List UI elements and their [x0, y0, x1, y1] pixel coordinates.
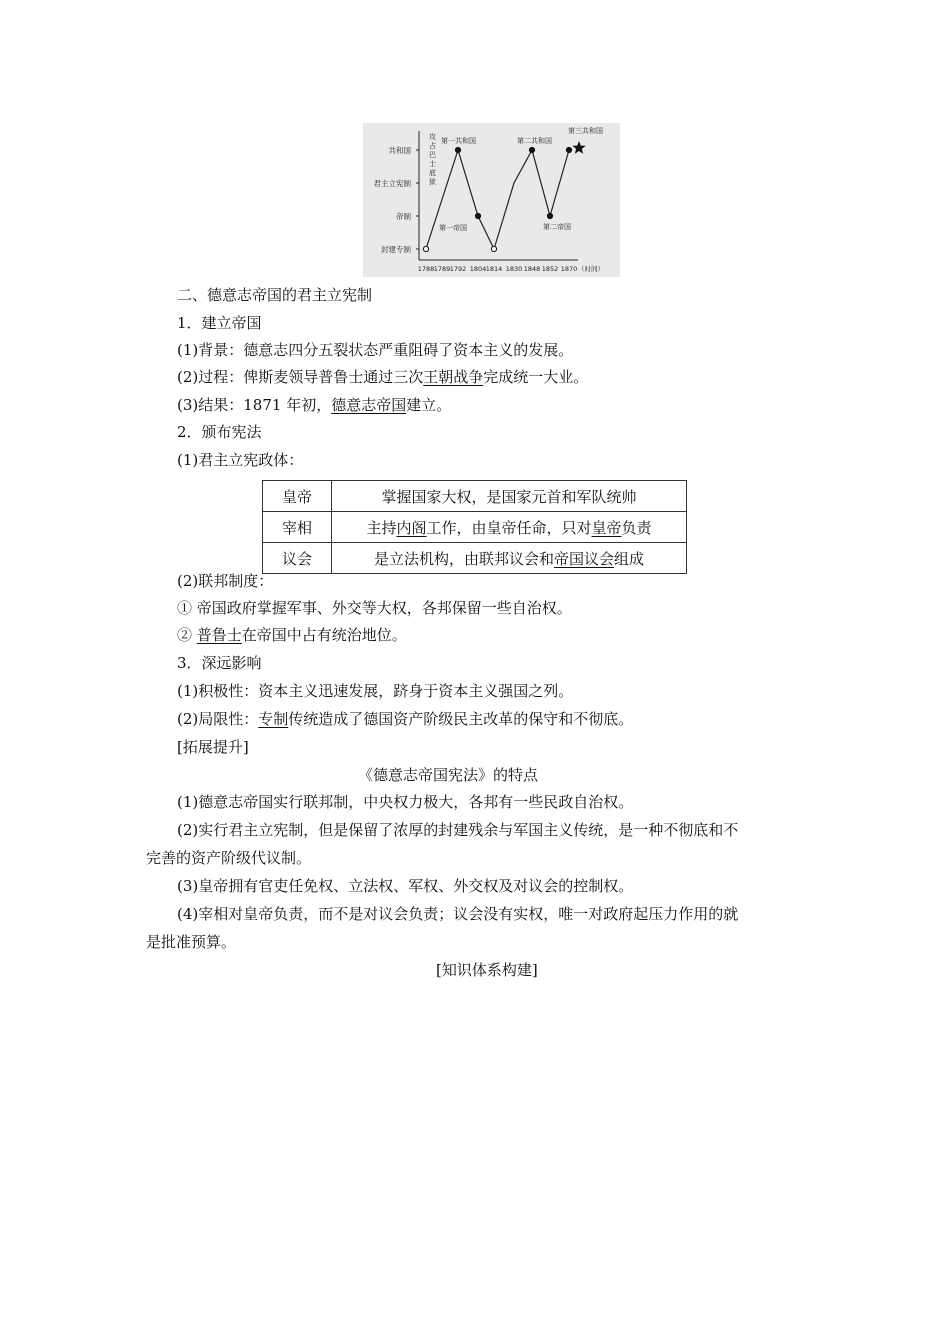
- table-cell: 宰相: [263, 512, 332, 543]
- paragraph: (2)局限性：专制传统造成了德国资产阶级民主改革的保守和不彻底。: [177, 710, 634, 728]
- x-tick-label: 1814: [485, 265, 503, 273]
- knowledge-label: [知识体系构建]: [436, 961, 538, 979]
- paragraph: (1)背景：德意志四分五裂状态严重阻碍了资本主义的发展。: [177, 341, 574, 359]
- section-title: 二、德意志帝国的君主立宪制: [177, 286, 373, 304]
- x-tick-label: 1792: [449, 265, 467, 273]
- underlined-term: 普鲁士: [196, 626, 242, 644]
- x-axis-unit: （时间）: [578, 265, 604, 273]
- regime-line-chart: [363, 123, 620, 277]
- series-line: [426, 150, 569, 249]
- star-marker: [572, 141, 585, 154]
- x-tick-label: 1852: [541, 265, 559, 273]
- paragraph: (2)过程：俾斯麦领导普鲁士通过三次王朝战争完成统一大业。: [177, 368, 589, 386]
- underlined-term: 德意志帝国: [331, 396, 407, 414]
- annotation-first-empire: 第一帝国: [439, 224, 467, 232]
- y-tick-label: 共和国: [388, 146, 411, 155]
- underlined-term: 专制: [258, 710, 289, 728]
- extension-title: 《德意志帝国宪法》的特点: [358, 766, 539, 784]
- subsection-title: 1．建立帝国: [177, 314, 262, 332]
- paragraph: ② 普鲁士在帝国中占有统治地位。: [177, 626, 407, 644]
- x-tick-label: 1830: [505, 265, 523, 273]
- annotation-first-republic: 第一共和国: [441, 137, 476, 145]
- paragraph: (1)积极性：资本主义迅速发展，跻身于资本主义强国之列。: [177, 682, 574, 700]
- data-point: [475, 213, 480, 218]
- x-tick-label: 1788: [417, 265, 435, 273]
- paragraph: (3)结果：1871 年初，德意志帝国建立。: [177, 396, 452, 414]
- x-tick-label: 1804: [469, 265, 487, 273]
- paragraph: (2)实行君主立宪制，但是保留了浓厚的封建残余与军国主义传统，是一种不彻底和不: [177, 821, 739, 839]
- annotation-second-republic: 第二共和国: [517, 137, 552, 145]
- table-cell: 皇帝: [263, 481, 332, 512]
- subsection-title: 3．深远影响: [177, 654, 262, 672]
- table-row: [263, 512, 687, 543]
- underlined-term: 王朝战争: [423, 368, 484, 386]
- x-tick-label: 1870: [560, 265, 578, 273]
- data-point: [529, 147, 534, 152]
- paragraph: (2)联邦制度：: [177, 572, 274, 590]
- data-point: [547, 213, 552, 218]
- data-point: [455, 147, 460, 152]
- table-cell: 主持内阁工作，由皇帝任命，只对皇帝负责: [332, 512, 687, 543]
- table-row: [263, 481, 687, 512]
- table-cell: 是立法机构，由联邦议会和帝国议会组成: [332, 543, 687, 574]
- y-tick-label: 君主立宪制: [373, 179, 411, 188]
- annotation-third-republic: 第三共和国: [568, 127, 603, 135]
- table-cell: 掌握国家大权，是国家元首和军队统帅: [332, 481, 687, 512]
- paragraph: 完善的资产阶级代议制。: [146, 849, 312, 867]
- data-point: [423, 246, 428, 251]
- paragraph: (1)君主立宪政体：: [177, 451, 304, 469]
- data-point: [566, 147, 571, 152]
- extension-label: [拓展提升]: [177, 738, 249, 756]
- table-cell: 议会: [263, 543, 332, 574]
- paragraph: (1)德意志帝国实行联邦制，中央权力极大，各邦有一些民政自治权。: [177, 793, 634, 811]
- annotation-bastille: 攻占巴士底狱: [429, 133, 436, 186]
- paragraph: (4)宰相对皇帝负责，而不是对议会负责；议会没有实权，唯一对政府起压力作用的就: [177, 905, 739, 923]
- y-tick-label: 帝制: [396, 212, 411, 221]
- x-tick-label: 1848: [523, 265, 541, 273]
- history-chart: [363, 123, 620, 277]
- y-tick-label: 封建专制: [381, 245, 411, 254]
- data-point: [491, 246, 496, 251]
- paragraph: 是批准预算。: [146, 933, 237, 951]
- annotation-second-empire: 第二帝国: [543, 223, 571, 231]
- subsection-title: 2．颁布宪法: [177, 423, 262, 441]
- constitution-table: [262, 480, 687, 574]
- paragraph: ① 帝国政府掌握军事、外交等大权，各邦保留一些自治权。: [177, 599, 572, 617]
- paragraph: (3)皇帝拥有官吏任免权、立法权、军权、外交权及对议会的控制权。: [177, 877, 634, 895]
- table-row: [263, 543, 687, 574]
- x-tick-label: 1789: [433, 265, 451, 273]
